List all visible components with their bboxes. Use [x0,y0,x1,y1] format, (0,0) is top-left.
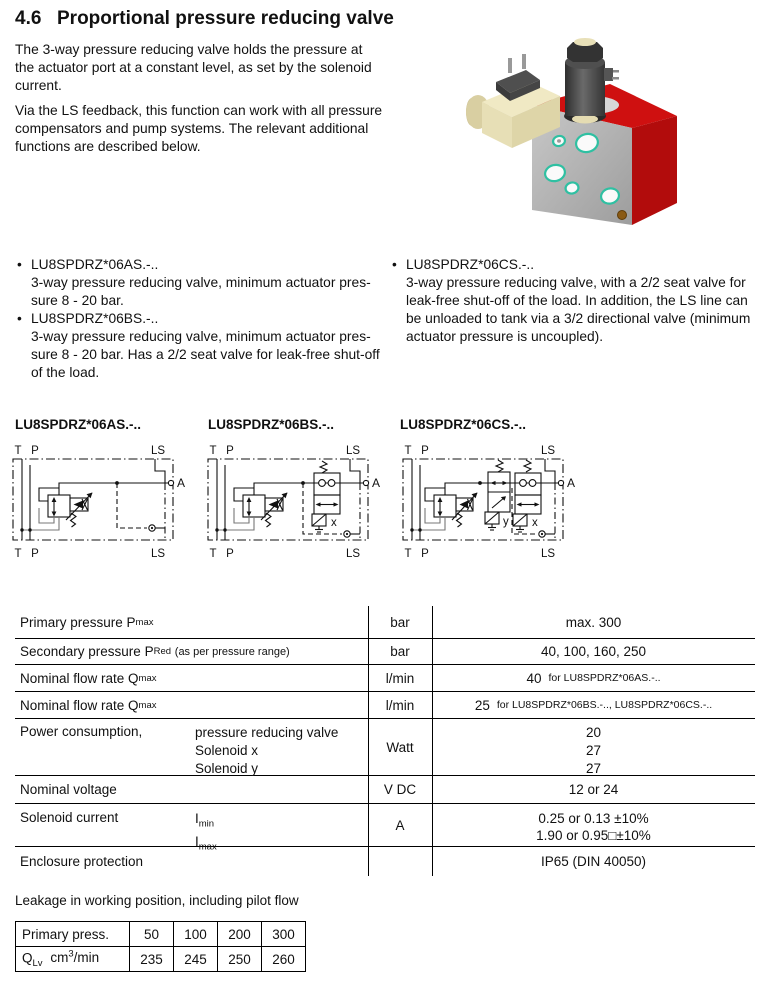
port-label-ls: LS [540,548,556,560]
table-row: $Q_{Lv}$ $cm^3/\min$ 235 245 250 260 [16,947,306,972]
solenoid-label-x: x [532,517,538,529]
bullet-icon: • [392,257,397,272]
bullet-icon: • [17,257,22,272]
port-label-a: A [372,476,381,490]
solenoid-label-x: x [331,517,337,529]
table-row: Nominal flow rate Q max l/min 25 for LU8SPDRZ*06BS.-.., LU8SPDRZ*06CS.-.. [15,692,755,719]
valve-product-image [452,20,692,232]
port-label-t: T [14,445,22,457]
port-label-ls: LS [150,445,166,457]
unit-cell: bar [390,614,410,630]
diagram-title-as: LU8SPDRZ*06AS.-.. [15,417,142,432]
port-label-ls: LS [345,445,361,457]
list-item: • LU8SPDRZ*06AS.-.. 3-way pressure reducing valve, minimum actuator pres- sure 8 - 20 bar. [15,256,387,310]
unit-cell: bar [390,644,410,659]
intro-text [15,41,410,163]
port-label-p: P [421,548,429,560]
table-row: Power consumption, pressure reducing valve Solenoid x Solenoid y Watt 20 27 27 [15,719,755,776]
value-cell: 0.25 or 0.13 ±10% 1.90 or 0.95□±10% [536,811,651,843]
solenoid-label-y: y [503,516,509,528]
unit-cell: A [395,817,405,833]
variant-list-left [15,256,387,382]
unit-cell [368,847,432,876]
hydraulic-diagram-as [5,440,190,565]
table-row: Secondary pressure P Red (as per pressure range) bar 40, 100, 160, 250 [15,639,755,665]
table-row: Enclosure protection IP65 (DIN 40050) [15,847,755,876]
diagram-title-bs: LU8SPDRZ*06BS.-.. [208,417,335,432]
leakage-table [15,921,306,972]
table-row: Solenoid current $I_{min}$ $I_{max}$ A 0.25 or 0.13 ±10% 1.90 or 0.95□±10% [15,804,755,847]
intro-paragraph-1: The 3-way pressure reducing valve holds the pressure at the actuator port at a constant level, as set by the solenoid current. [15,42,372,93]
port-label-ls: LS [540,445,556,457]
spec-table [15,606,755,876]
sub-labels: $I_{min}$ $I_{max}$ [195,811,217,853]
unit-cell: V DC [383,782,417,797]
row-label: Primary press. [16,922,130,947]
port-label-t: T [209,548,217,560]
hydraulic-diagram-bs [200,440,385,565]
port-label-a: A [177,476,186,490]
unit-cell: l/min [385,697,415,713]
table-rule [368,606,369,876]
table-row: Primary press. 50 100 200 300 [16,922,306,947]
table-rule [432,606,433,876]
port-label-t: T [14,548,22,560]
row-label: $Q_{Lv}$ $cm^3/\min$ [16,947,130,972]
port-label-t: T [404,445,412,457]
port-label-ls: LS [345,548,361,560]
variant-model: LU8SPDRZ*06AS.-.. [31,257,159,272]
section-heading [15,8,394,30]
value-cell: 40 for LU8SPDRZ*06AS.-.. [526,670,661,686]
hydraulic-diagram-cs [395,440,580,565]
port-label-p: P [421,445,429,457]
port-label-ls: LS [150,548,166,560]
sub-labels: pressure reducing valve Solenoid x Solenoid y [195,725,339,776]
variant-list-right [390,256,762,346]
table-row: Nominal flow rate Q max l/min 40 for LU8SPDRZ*06AS.-.. [15,665,755,692]
port-label-p: P [226,445,234,457]
section-number: 4.6 [15,8,42,29]
list-item: • LU8SPDRZ*06CS.-.. 3-way pressure reducing valve, with a 2/2 seat valve for leak-free shut-off of the load. In addition, the LS line can be unloaded to tank via a 3/2 directional valve (minimum actuator pressure is uncoupled). [390,256,762,346]
port-label-p: P [226,548,234,560]
value-cell: IP65 (DIN 40050) [540,854,647,869]
variant-model: LU8SPDRZ*06BS.-.. [31,311,159,326]
value-cell: 25 for LU8SPDRZ*06BS.-.., LU8SPDRZ*06CS.-.. [474,697,713,713]
diagram-title-cs: LU8SPDRZ*06CS.-.. [400,417,527,432]
value-cell: max. 300 [565,614,622,630]
table-row: Nominal voltage V DC 12 or 24 [15,776,755,804]
table-row: Primary pressure P max bar max. 300 [15,606,755,639]
port-label-p: P [31,548,39,560]
intro-paragraph-2: Via the LS feedback, this function can work with all pressure compensators and pump systems. The relevant additional functions are described below. [15,103,383,154]
bullet-icon: • [17,311,22,326]
list-item: • LU8SPDRZ*06BS.-.. 3-way pressure reducing valve, minimum actuator pres- sure 8 - 20 bar. Has a 2/2 seat valve for leak-free shut-off of the load. [15,310,387,382]
port-label-p: P [31,445,39,457]
port-label-t: T [404,548,412,560]
value-cell: 20 27 27 [585,725,602,776]
port-label-t: T [209,445,217,457]
page-title: Proportional pressure reducing valve [57,8,394,29]
leakage-caption: Leakage in working position, including pilot flow [15,893,299,908]
value-cell: 40, 100, 160, 250 [540,644,647,659]
port-label-a: A [567,476,576,490]
value-cell: 12 or 24 [568,782,619,797]
unit-cell: l/min [385,670,415,686]
variant-model: LU8SPDRZ*06CS.-.. [406,257,535,272]
unit-cell: Watt [386,739,414,755]
